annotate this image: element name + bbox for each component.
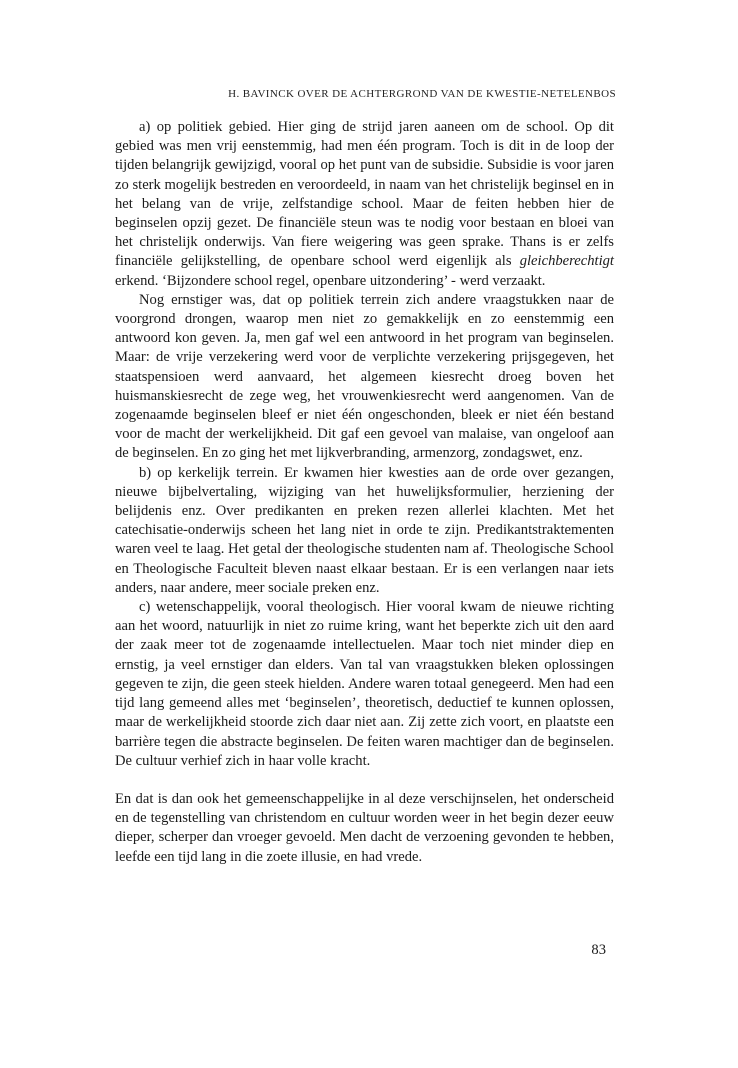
- paragraph-scientific: c) wetenschappelijk, vooral theologisch. Hier vooral kwam de nieuwe richting aan het woord, natuurlijk in niet zo ruime kring, want het beperkte zich uit den aard der zaak meer tot de zogenaamde intellectuelen. Maar toch niet minder diep en ernstig, ja veel ernstiger dan elders. Van tal van vraagstukken bleken oplossingen gegeven te zijn, die geen steek hielden. Andere waren totaal genegeerd. Men had een tijd lang gemeend alles met ‘beginselen’, theoretisch, deductief te kunnen oplossen, maar de werkelijkheid stoorde zich daar niet aan. Zij zette zich voort, en plaatste een barrière tegen die abstracte beginselen. De feiten waren machtiger dan de beginselen. De cultuur verhief zich in haar volle kracht.: [115, 599, 614, 769]
- paragraph-political: [115, 118, 614, 291]
- running-head: H. BAVINCK OVER DE ACHTERGROND VAN DE KWESTIE-NETELENBOS: [228, 88, 616, 100]
- paragraph-political-text: a) op politiek gebied. Hier ging de strijd jaren aaneen om de school. Op dit gebied was men vrij eenstemmig, had men één program. Toch is dit in de loop der tijden belangrijk gewijzigd, vooral op het punt van de subsidie. Subsidie is voor jaren zo sterk mogelijk bestreden en veroordeeld, in naam van het christelijk beginsel en in het belang van de vrije, zelfstandige school. Maar de feiten hebben hier de beginselen opzij gezet. De financiële steun was te nodig voor bestaan en bloei van het christelijk onderwijs. Van fiere weigering was geen sprake. Thans is er zelfs financiële gelijkstelling, de openbare school werd eigenlijk als: [115, 119, 614, 270]
- emphasis-gleichberechtigt: gleichberechtigt: [519, 253, 614, 270]
- paragraph-political-issues: Nog ernstiger was, dat op politiek terrein zich andere vraagstukken naar de voorgrond drongen, waarop men niet zo gemakkelijk en zo eenstemmig een antwoord kon geven. Ja, men gaf wel een antwoord in het program van beginselen. Maar: de vrije verzekering werd voor de verplichte verzekering prijsgegeven, het staatspensioen werd aanvaard, het algemeen kiesrecht droeg boven het huismanskiesrecht de zege weg, het vrouwenkiesrecht werd aangenomen. Van de zogenaamde beginselen bleef er niet één ongeschonden, bleek er niet één bestand voor de macht der werkelijkheid. Dit gaf een gevoel van malaise, van ongeloof aan de beginselen. En zo ging het met lijkverbranding, armenzorg, zondagswet, enz.: [115, 291, 614, 462]
- paragraph-political-text-end: erkend. ‘Bijzondere school regel, openbare uitzondering’ - werd verzaakt.: [115, 272, 546, 289]
- body-text: [115, 118, 614, 867]
- page-number: 83: [591, 942, 606, 958]
- paragraph-conclusion: En dat is dan ook het gemeenschappelijke in al deze verschijnselen, het onderscheid en de tegenstelling van christendom en cultuur worden weer in het begin dezer eeuw dieper, scherper dan vroeger gevoeld. Men dacht de verzoening gevonden te hebben, leefde een tijd lang in die zoete illusie, en had vrede.: [115, 790, 614, 865]
- paragraph-ecclesiastical: b) op kerkelijk terrein. Er kwamen hier kwesties aan de orde over gezangen, nieuwe bijbelvertaling, wijziging van het huwelijksformulier, herziening der belijdenis enz. Over predikanten en preken rezen allerlei klachten. Met het catechisatie-onderwijs scheen het lang niet in orde te zijn. Predikantstraktementen waren veel te laag. Het getal der theologische studenten nam af. Theologische School en Theologische Faculteit bleven naast elkaar bestaan. Er is een verlangen naar iets anders, naar andere, meer sociale preken enz.: [115, 464, 614, 596]
